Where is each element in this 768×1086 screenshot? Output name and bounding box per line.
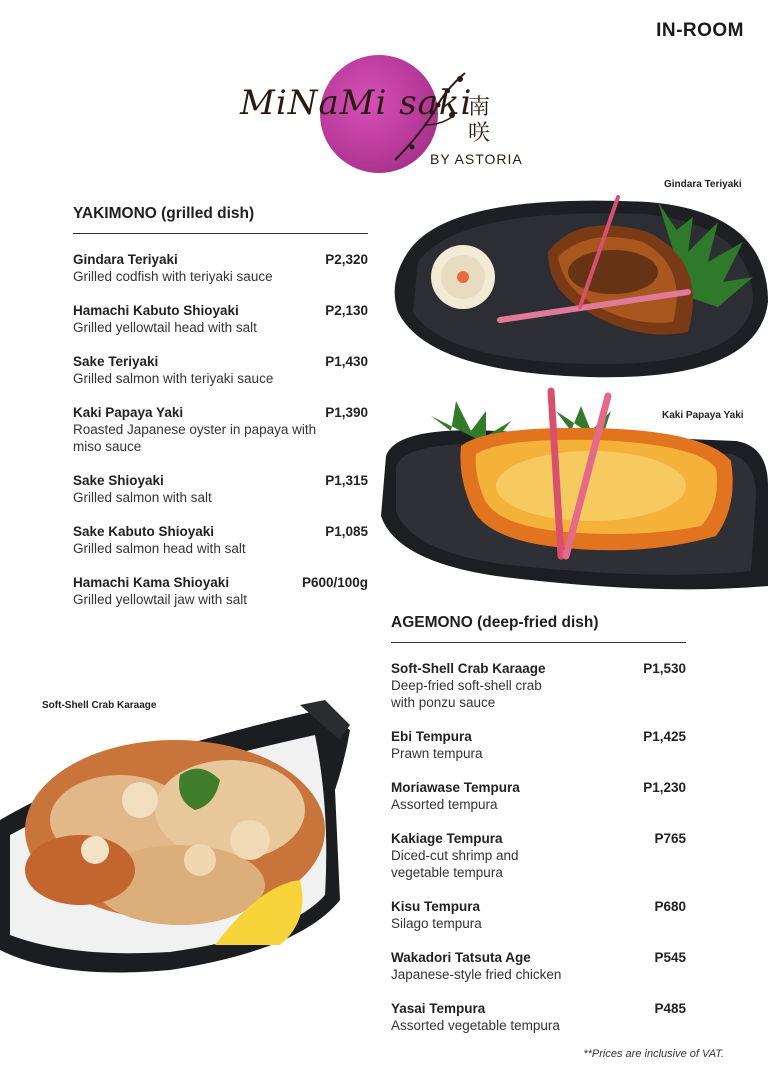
menu-item	[73, 302, 368, 336]
item-name: Sake Teriyaki	[73, 354, 159, 369]
gindara-teriyaki-photo	[388, 192, 768, 392]
item-desc: Grilled salmon with salt	[73, 490, 212, 505]
item-desc: Grilled yellowtail head with salt	[73, 320, 257, 335]
item-name: Wakadori Tatsuta Age	[391, 950, 531, 965]
section-title: YAKIMONO (grilled dish)	[73, 205, 368, 234]
item-desc: Diced-cut shrimp and vegetable tempura	[391, 848, 519, 880]
item-name: Sake Shioyaki	[73, 473, 164, 488]
menu-item	[391, 1000, 686, 1034]
menu-item	[391, 660, 686, 711]
item-desc: Silago tempura	[391, 916, 482, 931]
item-name: Hamachi Kama Shioyaki	[73, 575, 230, 590]
kaki-papaya-yaki-photo	[376, 386, 768, 596]
item-price: P1,425	[643, 729, 686, 744]
item-price: P765	[654, 831, 686, 846]
logo-script-text: MiNaMi saki	[240, 83, 473, 123]
logo-by-astoria: BY ASTORIA	[430, 151, 523, 167]
item-price: P1,085	[325, 524, 368, 539]
item-price: P680	[654, 899, 686, 914]
menu-item	[73, 523, 368, 557]
menu-item	[391, 949, 686, 983]
menu-item	[73, 404, 368, 455]
item-desc: Assorted vegetable tempura	[391, 1018, 560, 1033]
restaurant-logo	[240, 55, 540, 175]
item-desc: Grilled codfish with teriyaki sauce	[73, 269, 273, 284]
item-price: P2,320	[325, 252, 368, 267]
menu-item	[391, 779, 686, 813]
item-price: P1,390	[325, 405, 368, 420]
item-desc: Japanese-style fried chicken	[391, 967, 562, 982]
logo-kanji-2: 咲	[468, 121, 491, 146]
agemono-section	[391, 614, 686, 1034]
vat-footnote: **Prices are inclusive of VAT.	[583, 1048, 724, 1060]
item-desc: Grilled salmon with teriyaki sauce	[73, 371, 274, 386]
in-room-badge: IN-ROOM	[656, 20, 744, 41]
item-desc: Assorted tempura	[391, 797, 498, 812]
item-name: Sake Kabuto Shioyaki	[73, 524, 215, 539]
menu-item	[73, 353, 368, 387]
item-desc: Grilled salmon head with salt	[73, 541, 246, 556]
photo-caption-gindara: Gindara Teriyaki	[664, 179, 742, 190]
item-name: Yasai Tempura	[391, 1001, 486, 1016]
item-name: Gindara Teriyaki	[73, 252, 178, 267]
menu-item	[391, 728, 686, 762]
item-price: P1,530	[643, 661, 686, 676]
item-desc: Prawn tempura	[391, 746, 483, 761]
yakimono-section	[73, 205, 368, 608]
photo-caption-kaki: Kaki Papaya Yaki	[662, 410, 744, 421]
item-name: Moriawase Tempura	[391, 780, 520, 795]
photo-caption-crab: Soft-Shell Crab Karaage	[42, 700, 157, 711]
menu-item	[73, 472, 368, 506]
item-desc: Roasted Japanese oyster in papaya with miso sauce	[73, 422, 317, 454]
menu-item	[73, 574, 368, 608]
item-price: P1,430	[325, 354, 368, 369]
item-name: Kaki Papaya Yaki	[73, 405, 184, 420]
item-name: Soft-Shell Crab Karaage	[391, 661, 546, 676]
logo-kanji	[468, 95, 490, 147]
item-name: Kakiage Tempura	[391, 831, 503, 846]
item-name: Hamachi Kabuto Shioyaki	[73, 303, 239, 318]
menu-item	[391, 830, 686, 881]
item-price: P545	[654, 950, 686, 965]
item-desc: Grilled yellowtail jaw with salt	[73, 592, 248, 607]
item-price: P485	[654, 1001, 686, 1016]
menu-item	[391, 898, 686, 932]
item-price: P2,130	[325, 303, 368, 318]
item-desc: Deep-fried soft-shell crab with ponzu sauce	[391, 678, 542, 710]
item-price: P1,230	[643, 780, 686, 795]
item-price: P1,315	[325, 473, 368, 488]
menu-item	[73, 251, 368, 285]
item-name: Ebi Tempura	[391, 729, 472, 744]
item-name: Kisu Tempura	[391, 899, 481, 914]
logo-kanji-1: 南	[468, 95, 491, 120]
section-title: AGEMONO (deep-fried dish)	[391, 614, 686, 643]
item-price: P600/100g	[301, 575, 368, 590]
soft-shell-crab-photo	[0, 700, 360, 980]
